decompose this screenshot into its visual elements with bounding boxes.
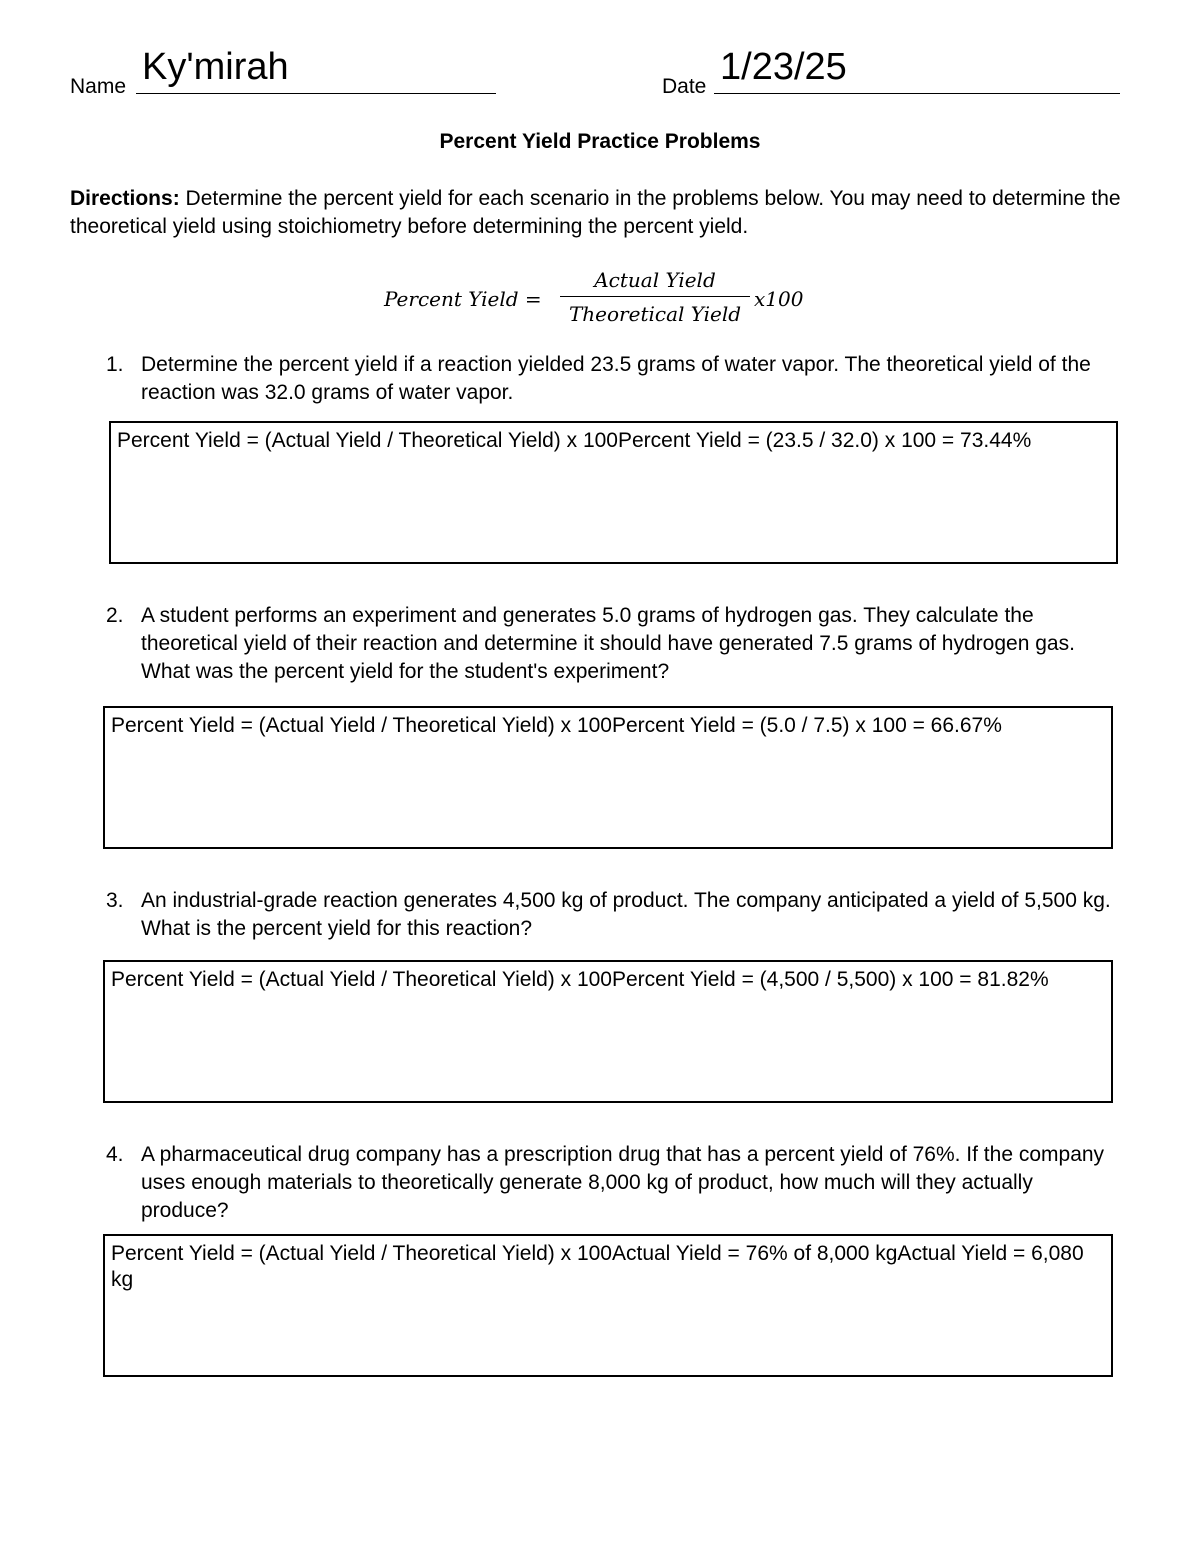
name-value[interactable]: Ky'mirah — [142, 46, 289, 88]
date-value[interactable]: 1/23/25 — [720, 46, 847, 88]
date-label: Date — [662, 75, 707, 98]
question-text: Determine the percent yield if a reaction yielded 23.5 grams of water vapor. The theoretical yield of the reaction was 32.0 grams of water vapor. — [141, 353, 1091, 404]
answer-box-1[interactable]: Percent Yield = (Actual Yield / Theoretical Yield) x 100Percent Yield = (23.5 / 32.0) x 100 = 73.44% — [109, 421, 1118, 564]
question-text: An industrial-grade reaction generates 4,500 kg of product. The company anticipated a yield of 5,500 kg. What is the percent yield for this reaction? — [141, 889, 1111, 940]
question-text: A pharmaceutical drug company has a prescription drug that has a percent yield of 76%. If the company uses enough materials to theoretically generate 8,000 kg of product, how much will they actually produce? — [141, 1143, 1105, 1222]
date-line — [714, 93, 1120, 94]
directions-text: Determine the percent yield for each scenario in the problems below. You may need to determine the theoretical yield using stoichiometry before determining the percent yield. — [70, 187, 1121, 238]
question-number: 1. — [106, 353, 124, 376]
question-number: 4. — [106, 1143, 124, 1166]
name-line — [136, 93, 496, 94]
formula-numerator: Actual Yield — [594, 268, 716, 292]
question-text: A student performs an experiment and generates 5.0 grams of hydrogen gas. They calculate the theoretical yield of their reaction and determine it should have generated 7.5 grams of hydrogen gas. What was the percent yield for the student's experiment? — [141, 604, 1075, 683]
fraction-bar — [560, 296, 750, 297]
answer-box-4[interactable]: Percent Yield = (Actual Yield / Theoretical Yield) x 100Actual Yield = 76% of 8,000 kgActual Yield = 6,080 kg — [103, 1234, 1113, 1377]
formula-lhs: Percent Yield = — [384, 287, 542, 311]
formula-fraction — [560, 266, 750, 328]
question-number: 2. — [106, 604, 124, 627]
directions-label: Directions: — [70, 187, 180, 210]
page-title: Percent Yield Practice Problems — [439, 130, 761, 153]
name-label: Name — [70, 75, 127, 98]
question-number: 3. — [106, 889, 124, 912]
formula-denominator: Theoretical Yield — [568, 302, 742, 326]
formula-multiplier: x100 — [754, 287, 804, 311]
percent-yield-formula — [384, 266, 824, 330]
answer-box-3[interactable]: Percent Yield = (Actual Yield / Theoretical Yield) x 100Percent Yield = (4,500 / 5,500) x 100 = 81.82% — [103, 960, 1113, 1103]
answer-box-2[interactable]: Percent Yield = (Actual Yield / Theoretical Yield) x 100Percent Yield = (5.0 / 7.5) x 100 = 66.67% — [103, 706, 1113, 849]
directions — [70, 185, 1130, 241]
